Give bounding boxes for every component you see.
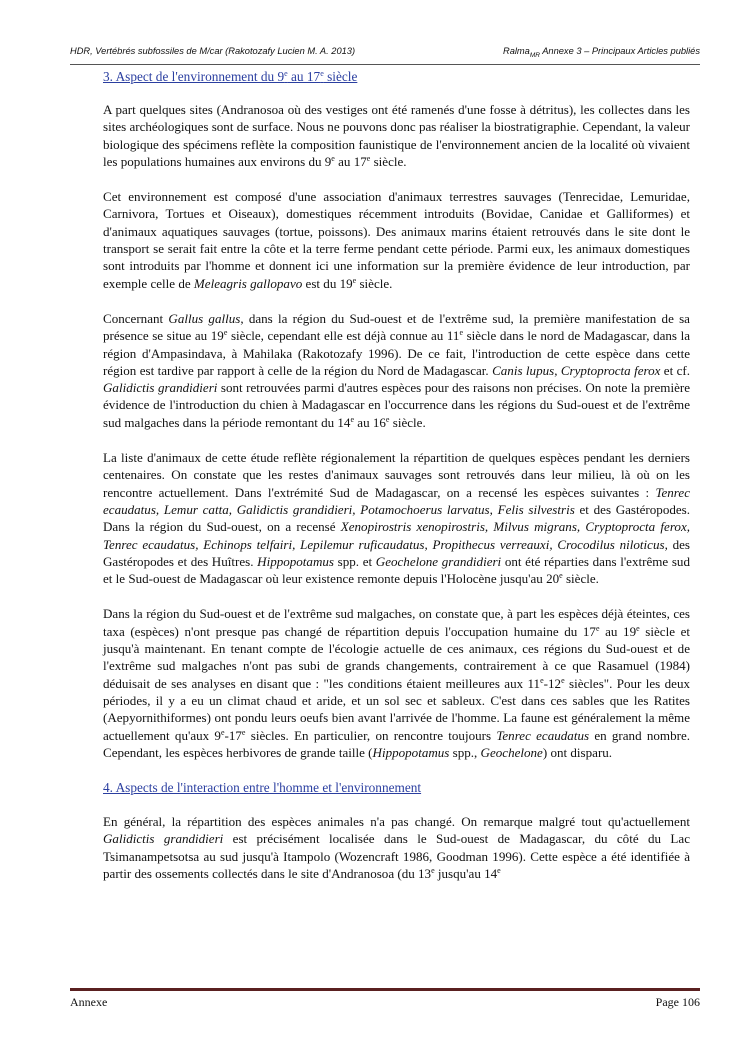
header-right-prefix: Ralma (502, 46, 530, 56)
page-number: Page 106 (655, 995, 700, 1009)
page-content (103, 68, 690, 900)
header-right-suffix: Annexe 3 – Principaux Articles publiés (539, 46, 700, 56)
section-4-heading: 4. Aspects de l'interaction entre l'homme et l'environnement (103, 780, 422, 796)
header-left-text: HDR, Vertébrés subfossiles de M/car (Rakotozafy Lucien M. A. 2013) (70, 46, 356, 56)
paragraph-5: Dans la région du Sud-ouest et de l'extrême sud malgaches, on constate que, à part les espèces déjà éteintes, ces taxa (espèces) n'ont presque pas changé de répartition depuis l'occupation humaine du 17e au 19e siècle et jusqu'à maintenant. En tenant compte de l'écologie actuelle de ces animaux, ces régions du Sud-ouest et de l'extrême sud malgaches n'ont pas subi de grands changements, contrairement à ce que Rasamuel (1984) déduisait de ses analyses en disant que : "les conditions étaient meilleures aux 11e-12e siècles". Pour les deux périodes, il y a eu un climat chaud et aride, et un sol sec et sableux. C'est dans ces sables que les Ratites (Aepyornithiformes) ont pondu leurs oeufs bien avant l'arrivée de l'homme. La faune est généralement la même actuellement qu'aux 9e-17e siècles. En particulier, on rencontre toujours Tenrec ecaudatus en grand nombre. Cependant, les espèces herbivores de grande taille (Hippopotamus spp., Geochelone) ont disparu. (103, 606, 691, 760)
paragraph-6: En général, la répartition des espèces animales n'a pas changé. On remarque malgré tout qu'actuellement Galidictis grandidieri est précisément localisée dans le Sud-ouest de Madagascar, du côté du Lac Tsimanampetsotsa au sud jusqu'à Itampolo (Wozencraft 1986, Goodman 1996). Cette espèce a été identifiée à partir des ossements collectés dans le site d'Andranosoa (du 13e jusqu'au 14e (103, 814, 690, 881)
footer-left-text: Annexe (70, 995, 108, 1009)
paragraph-3: Concernant Gallus gallus, dans la région du Sud-ouest et de l'extrême sud, la première manifestation de sa présence se situe au 19e siècle, cependant elle est déjà connue au 11e siècle dans le nord de Madagascar, dans la région d'Ampasindava, à Mahilaka (Rakotozafy 1996). De ce fait, l'introduction de cette espèce dans cette région est tardive par rapport à celle de la région du Nord de Madagascar. Canis lupus, Cryptoprocta ferox et cf. Galidictis grandidieri sont retrouvées parmi d'autres espèces pour des raisons non précises. On note la première évidence de l'introduction du chien à Madagascar en l'occurrence dans les régions du Sud-ouest et de l'extrême sud malgaches dans la période remontant du 14e au 16e siècle. (103, 310, 691, 430)
header-right-text (503, 46, 700, 59)
paragraph-1: A part quelques sites (Andranosoa où des vestiges ont été ramenés d'une fosse à détritus), les collectes dans les sites archéologiques sont de surface. Nous ne pouvons donc pas réaliser la biostratigraphie. Cependant, la valeur biologique des spécimens reflète la composition faunistique de l'environnement ancien de la localité où vivaient les populations humaines aux environs du 9e au 17e siècle. (103, 102, 690, 169)
section-3-heading: 3. Aspect de l'environnement du 9e au 17e siècle (103, 69, 358, 84)
paragraph-4: La liste d'animaux de cette étude reflète régionalement la répartition de quelques espèces pendant les derniers centenaires. On constate que les restes d'animaux sauvages sont retrouvés dans leur milieu, là où on les rencontre actuellement. Dans l'extrémité Sud de Madagascar, on a recensé les espèces suivantes : Tenrec ecaudatus, Lemur catta, Galidictis grandidieri, Potamochoerus larvatus, Felis silvestris et des Gastéropodes. Dans la région du Sud-ouest, on a recensé Xenopirostris xenopirostris, Milvus migrans, Cryptoprocta ferox, Tenrec ecaudatus, Echinops telfairi, Lepilemur ruficaudatus, Propithecus verreauxi, Crocodilus niloticus, des Gastéropodes et des Huîtres. Hippopotamus spp. et Geochelone grandidieri ont été réparties dans l'extrême sud et le Sud-ouest de Madagascar où leur existence remonte depuis l'Holocène jusqu'au 20e siècle. (103, 450, 691, 587)
header-right-sub: MR (529, 51, 540, 59)
footer-divider (70, 988, 700, 991)
paragraph-2: Cet environnement est composé d'une association d'animaux terrestres sauvages (Tenrecidae, Lemuridae, Carnivora, Tortues et Oiseaux), domestiques récemment introduits (Bovidae, Canidae et Galliformes) et d'animaux aquatiques sauvages (tortue, poissons). Des animaux marins étaient retrouvés dans le site dont le transport se serait fait entre la côte et la terre ferme pendant cette période. Parmi eux, les animaux domestiques sont introduits par l'homme et donnent ici une information sur la première évidence de leur introduction, par exemple celle de Meleagris gallopavo est du 19e siècle. (103, 189, 690, 291)
page-header (70, 46, 700, 65)
